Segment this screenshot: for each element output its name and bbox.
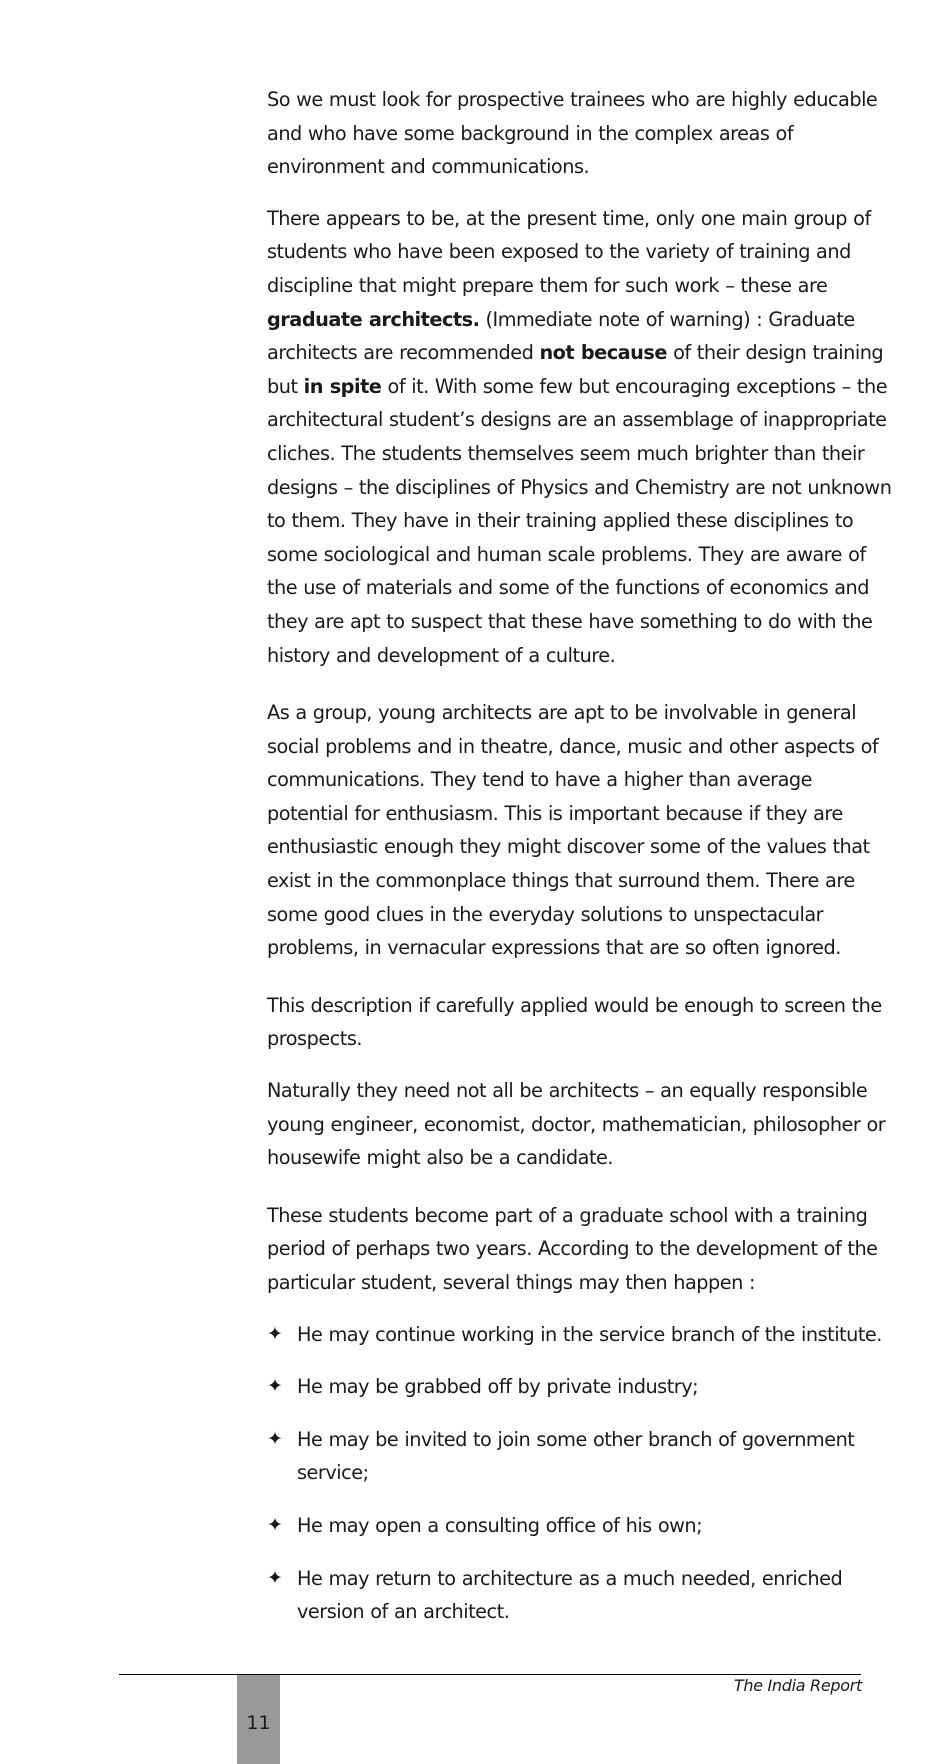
emphasis-not-because: not because <box>539 341 667 365</box>
outcomes-list <box>267 1318 892 1629</box>
list-item-text: He may continue working in the service branch of the institute. <box>297 1322 882 1346</box>
list-item-text: He may return to architecture as a much needed, enriched version of an architect. <box>297 1566 843 1624</box>
list-item <box>267 1318 892 1352</box>
paragraph-text: of it. With some few but encouraging exceptions – the architectural student’s designs are an assemblage of inappropriate cliches. The students themselves seem much brighter than their designs – the disciplines of Physics and Chemistry are not unknown to them. They have in their training applied these disciplines to some sociological and human scale problems. They are aware of the use of materials and some of the functions of economics and they are apt to suspect that these have something to do with the history and development of a culture. <box>267 374 892 667</box>
page-body <box>267 83 892 1629</box>
paragraph-other-candidates: Naturally they need not all be architects – an equally responsible young engineer, economist, doctor, mathematician, philosopher or housewife might also be a candidate. <box>267 1079 886 1170</box>
emphasis-graduate-architects: graduate architects. <box>267 307 480 331</box>
running-footer-title: The India Report <box>733 1676 862 1695</box>
paragraph-text: (Immediate note of warning) : Graduate architects are recommended <box>267 307 855 365</box>
paragraph-prospective-trainees: So we must look for prospective trainees who are highly educable and who have some background in the complex areas of environment and communications. <box>267 88 878 179</box>
list-item <box>267 1509 892 1543</box>
page-number: 11 <box>246 1712 271 1734</box>
paragraph-text: There appears to be, at the present time, only one main group of students who have been exposed to the variety of training and discipline that might prepare them for such work – these are <box>267 206 871 297</box>
list-item <box>267 1562 892 1629</box>
emphasis-in-spite: in spite <box>303 374 382 398</box>
paragraph-graduate-architects <box>267 202 892 672</box>
list-item <box>267 1423 892 1490</box>
list-item-text: He may open a consulting office of his own; <box>297 1513 703 1537</box>
star-bullet-icon: ✦ <box>267 1513 283 1536</box>
list-item-text: He may be grabbed off by private industry; <box>297 1375 699 1399</box>
list-item <box>267 1370 892 1404</box>
paragraph-young-architects: As a group, young architects are apt to be involvable in general social problems and in theatre, dance, music and other aspects of communications. They tend to have a higher than average potential for enthusiasm. This is important because if they are enthusiastic enough they might discover some of the values that exist in the commonplace things that surround them. There are some good clues in the everyday solutions to unspectacular problems, in vernacular expressions that are so often ignored. <box>267 701 879 960</box>
star-bullet-icon: ✦ <box>267 1427 283 1450</box>
paragraph-text: of their design training but <box>267 341 884 398</box>
paragraph-graduate-school: These students become part of a graduate school with a training period of perhaps two years. According to the development of the particular student, several things may then happen : <box>267 1203 878 1294</box>
page-number-tab <box>237 1675 280 1764</box>
star-bullet-icon: ✦ <box>267 1375 283 1398</box>
star-bullet-icon: ✦ <box>267 1566 283 1589</box>
star-bullet-icon: ✦ <box>267 1322 283 1345</box>
list-item-text: He may be invited to join some other branch of government service; <box>297 1427 855 1485</box>
paragraph-screen-prospects: This description if carefully applied would be enough to screen the prospects. <box>267 993 882 1051</box>
